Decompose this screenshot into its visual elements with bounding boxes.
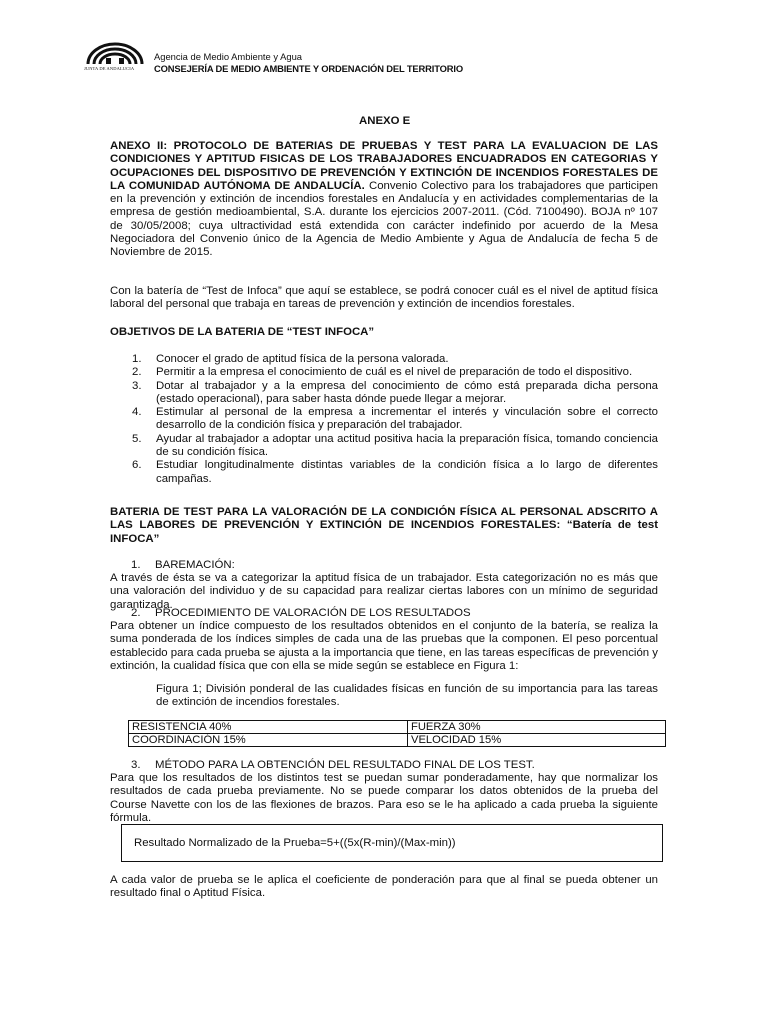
formula-box	[121, 824, 663, 862]
table-cell: COORDINACIÓN 15%	[129, 734, 408, 747]
objetivos-heading: OBJETIVOS DE LA BATERIA DE “TEST INFOCA”	[110, 326, 375, 338]
section-number: 2.	[131, 607, 141, 619]
list-item	[110, 459, 658, 486]
list-text: Dotar al trabajador y a la empresa del conocimiento de cómo está preparada dicha persona (estado operacional), para saber hasta dónde puede llegar a mejorar.	[156, 379, 658, 405]
section-1-text: A través de ésta se va a categorizar la aptitud física de un trabajador. Esta categorización no es más que una valoración del individuo y de su capacidad para realizar ciertas labores con un mínimo de seguridad garantizada.	[110, 572, 658, 611]
ministry-name: CONSEJERÍA DE MEDIO AMBIENTE Y ORDENACIÓN DEL TERRITORIO	[154, 63, 463, 74]
figure-table	[128, 720, 666, 747]
objetivos-list	[110, 353, 658, 486]
formula-text: Resultado Normalizado de la Prueba=5+((5x(R-min)/(Max-min))	[134, 837, 456, 849]
list-item	[110, 366, 658, 379]
table-cell: VELOCIDAD 15%	[408, 734, 666, 747]
section-number: 1.	[131, 559, 141, 571]
section-title: PROCEDIMIENTO DE VALORACIÓN DE LOS RESULTADOS	[155, 607, 471, 619]
table-row	[129, 721, 666, 734]
list-item	[110, 433, 658, 460]
list-item	[110, 380, 658, 407]
list-number: 3.	[132, 379, 142, 392]
list-number: 6.	[132, 459, 142, 472]
list-number: 5.	[132, 432, 142, 445]
table-cell: FUERZA 30%	[408, 721, 666, 734]
list-text: Permitir a la empresa el conocimiento de cuál es el nivel de preparación de todo el dispositivo.	[156, 366, 633, 379]
infoca-paragraph: Con la batería de “Test de Infoca” que aquí se establece, se podrá conocer cuál es el nivel de aptitud física laboral del personal que trabaja en tareas de prevención y extinción de incendios forestales.	[110, 285, 658, 311]
table-cell: RESISTENCIA 40%	[129, 721, 408, 734]
table-row	[129, 734, 666, 747]
intro-text: Convenio Colectivo para los trabajadores que participen en la prevención y extinción de incendios forestales en Andalucía y en actividades complementarias de la empresa de gestión medioambiental, S.A. durante los ejercicios 2007-2011. (Cód. 7100490). BOJA nº 107 de 30/05/2008; cuya ultractividad está extendida con carácter indefinido por acuerdo de la Mesa Negociadora del Convenio único de la Agencia de Medio Ambiente y Agua de Andalucía de fecha 5 de Noviembre de 2015.	[110, 179, 658, 259]
figure-caption: Figura 1; División ponderal de las cualidades físicas en función de su importancia para las tareas de extinción de incendios forestales.	[156, 683, 658, 709]
list-item	[110, 406, 658, 433]
section-3-text: Para que los resultados de los distintos test se puedan sumar ponderadamente, hay que normalizar los resultados de cada prueba previamente. No se puede comparar los datos obtenidos de la prueba del Course Navette con los de las flexiones de brazos. Para eso se le ha aplicado a cada prueba la siguiente fórmula.	[110, 772, 658, 824]
intro-paragraph	[110, 140, 658, 260]
document-header	[84, 36, 584, 80]
section-number: 3.	[131, 759, 141, 771]
section-3-heading	[131, 759, 535, 772]
list-text: Estimular al personal de la empresa a incrementar el interés y vinculación sobre el correcto desarrollo de la condición física y preparación del trabajador.	[156, 406, 658, 432]
agency-name: Agencia de Medio Ambiente y Agua	[154, 51, 303, 62]
list-number: 2.	[132, 366, 142, 379]
logo-caption: JUNTA DE ANDALUCIA	[84, 66, 135, 71]
closing-paragraph: A cada valor de prueba se le aplica el coeficiente de ponderación para que al final se pueda obtener un resultado final o Aptitud Física.	[110, 874, 658, 900]
list-number: 4.	[132, 406, 142, 419]
bateria-heading: BATERIA DE TEST PARA LA VALORACIÓN DE LA CONDICIÓN FÍSICA AL PERSONAL ADSCRITO A LAS LABORES DE PREVENCIÓN Y EXTINCIÓN DE INCENDIOS FORESTALES: “Batería de test INFOCA”	[110, 506, 658, 545]
page-title: ANEXO E	[359, 115, 411, 127]
section-2-text: Para obtener un índice compuesto de los resultados obtenidos en el conjunto de la batería, se realiza la suma ponderada de los índices simples de cada una de las pruebas que la componen. El peso porcentual establecido para cada prueba se ajusta a la importancia que tiene, en las tareas específicas de prevención y extinción, la cualidad física que con ella se mide según se establece en Figura 1:	[110, 620, 658, 672]
list-text: Conocer el grado de aptitud física de la persona valorada.	[156, 353, 449, 365]
list-number: 1.	[132, 353, 142, 365]
section-1-heading	[131, 559, 235, 572]
list-item	[110, 353, 658, 366]
section-title: MÉTODO PARA LA OBTENCIÓN DEL RESULTADO FINAL DE LOS TEST.	[155, 759, 535, 771]
section-2-heading	[131, 607, 471, 620]
section-title: BAREMACIÓN:	[155, 559, 235, 571]
intro-bold: ANEXO II: PROTOCOLO DE BATERIAS DE PRUEBAS Y TEST PARA LA EVALUACION DE LAS CONDICIONES Y APTITUD FISICAS DE LOS TRABAJADORES ENCUADRADOS EN CATEGORIAS Y OCUPACIONES DEL DISPOSITIVO DE PREVENCIÓN Y EXTINCIÓN DE INCENDIOS FORESTALES DE LA COMUNIDAD AUTÓNOMA DE ANDALUCÍA.	[110, 140, 658, 192]
list-text: Ayudar al trabajador a adoptar una actitud positiva hacia la preparación física, tomando conciencia de su condición física.	[156, 432, 658, 459]
list-text: Estudiar longitudinalmente distintas variables de la condición física a lo largo de diferentes campañas.	[156, 459, 658, 485]
